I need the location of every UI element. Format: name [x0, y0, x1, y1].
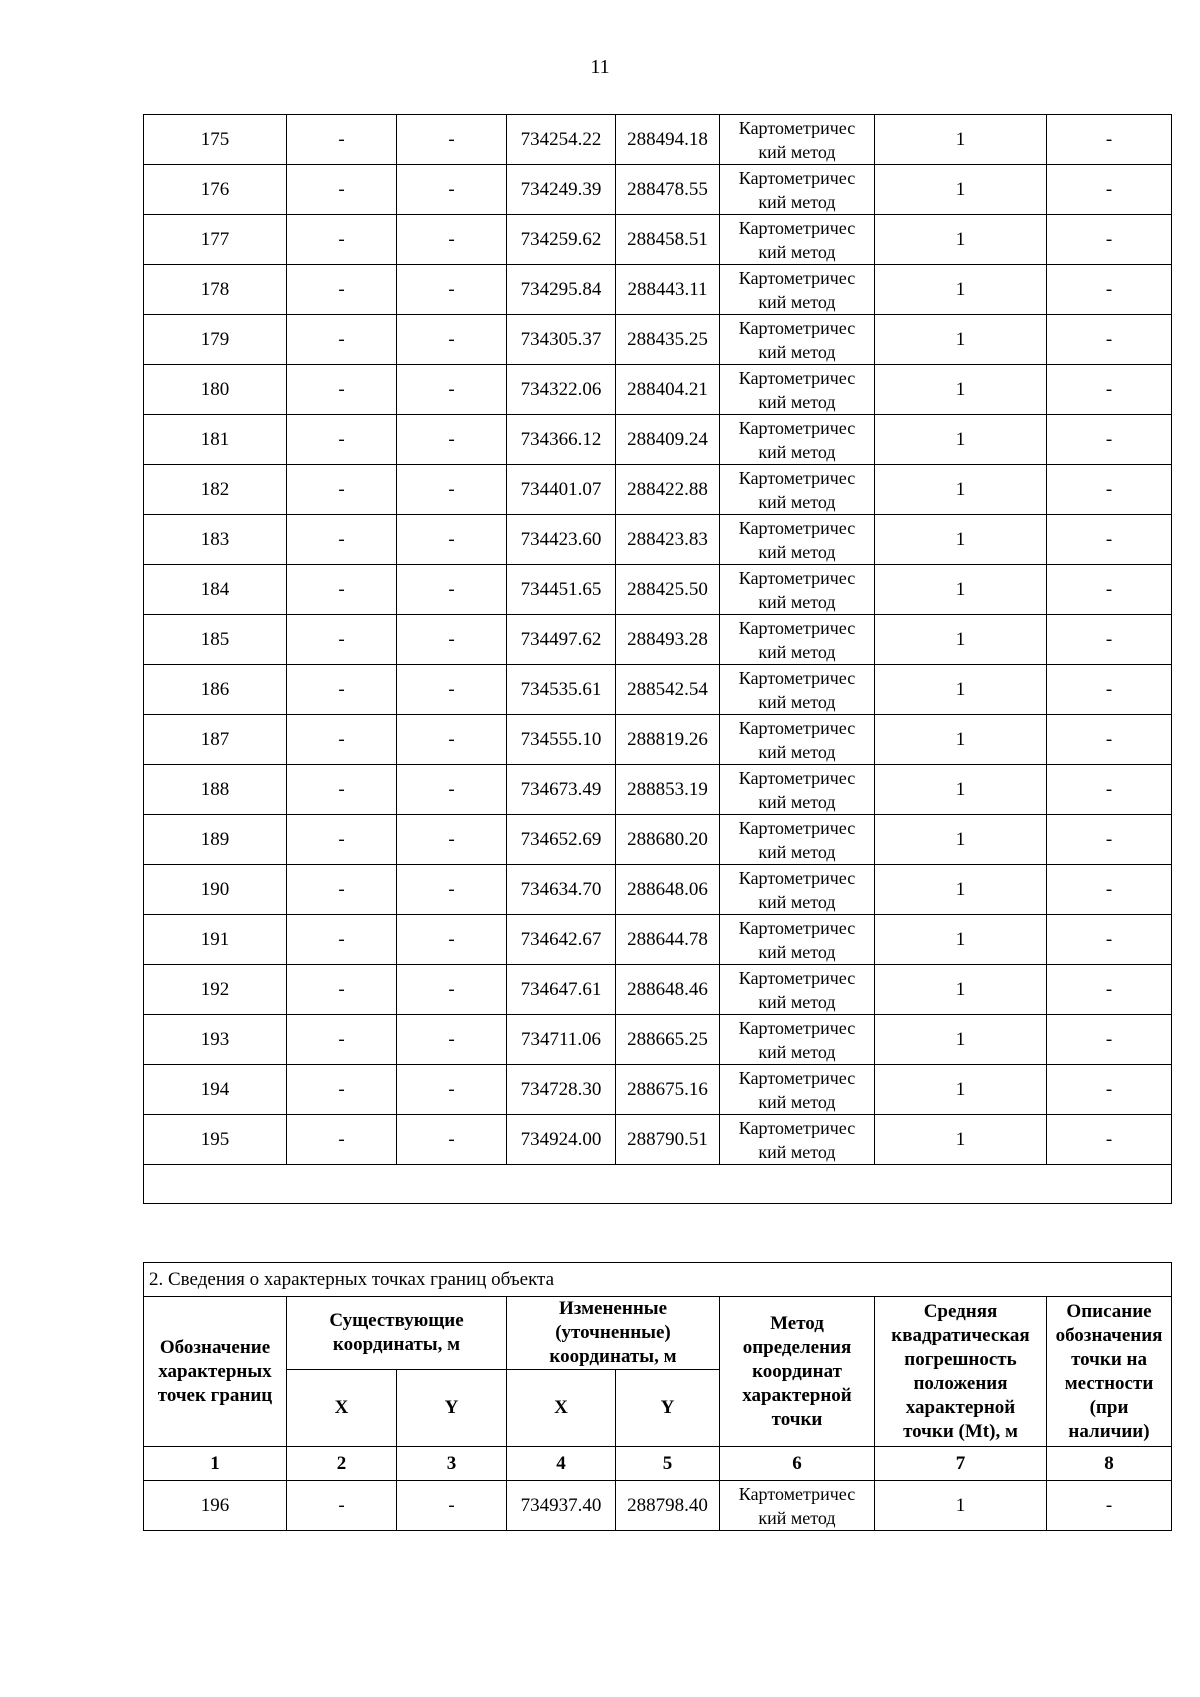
existing-y-cell: - — [397, 515, 507, 565]
mt-cell: 1 — [875, 265, 1047, 315]
description-cell: - — [1047, 515, 1172, 565]
method-line: Картометричес — [738, 267, 856, 288]
y-coordinate-cell: 288853.19 — [616, 765, 720, 815]
point-id-cell: 184 — [144, 565, 287, 615]
method-line: Картометричес — [738, 167, 856, 188]
table-row — [144, 165, 1172, 215]
header-method: Метод определения координат характерной точки — [720, 1297, 875, 1447]
point-id-cell: 191 — [144, 915, 287, 965]
description-cell: - — [1047, 565, 1172, 615]
method-cell — [720, 765, 875, 815]
existing-y-cell: - — [397, 115, 507, 165]
existing-y-cell: - — [397, 1115, 507, 1165]
point-id-cell: 187 — [144, 715, 287, 765]
table-row — [144, 715, 1172, 765]
table1-body — [144, 115, 1172, 1204]
table-row — [144, 665, 1172, 715]
method-cell — [720, 565, 875, 615]
x-coordinate-cell: 734634.70 — [507, 865, 616, 915]
table-row — [144, 765, 1172, 815]
y-coordinate-cell: 288422.88 — [616, 465, 720, 515]
method-cell — [720, 165, 875, 215]
method-line: кий метод — [758, 1091, 836, 1112]
method-line: кий метод — [758, 391, 836, 412]
point-id-cell: 178 — [144, 265, 287, 315]
method-line: Картометричес — [738, 1117, 856, 1138]
existing-x-cell: - — [287, 865, 397, 915]
method-line: Картометричес — [738, 317, 856, 338]
description-cell: - — [1047, 365, 1172, 415]
mt-cell: 1 — [875, 565, 1047, 615]
method-cell — [720, 215, 875, 265]
method-line: Картометричес — [738, 617, 856, 638]
point-id-cell: 190 — [144, 865, 287, 915]
existing-x-cell: - — [287, 315, 397, 365]
column-number: 5 — [616, 1447, 720, 1481]
table-row — [144, 865, 1172, 915]
table-row — [144, 315, 1172, 365]
method-line: кий метод — [758, 1041, 836, 1062]
method-cell — [720, 815, 875, 865]
column-number: 6 — [720, 1447, 875, 1481]
point-id-cell: 183 — [144, 515, 287, 565]
method-cell — [720, 265, 875, 315]
x-coordinate-cell: 734322.06 — [507, 365, 616, 415]
method-line: Картометричес — [738, 567, 856, 588]
table-row — [144, 965, 1172, 1015]
existing-y-cell: - — [397, 815, 507, 865]
existing-y-cell: - — [397, 1015, 507, 1065]
header-x-existing: X — [287, 1370, 397, 1447]
point-id-cell: 177 — [144, 215, 287, 265]
method-line: кий метод — [758, 491, 836, 512]
header-description: Описание обозначения точки на местности (при наличии) — [1047, 1297, 1172, 1447]
method-line: Картометричес — [738, 117, 856, 138]
y-coordinate-cell: 288493.28 — [616, 615, 720, 665]
existing-y-cell: - — [397, 715, 507, 765]
existing-y-cell: - — [397, 315, 507, 365]
table-row — [144, 915, 1172, 965]
header-error: Средняя квадратическая погрешность положения характерной точки (Mt), м — [875, 1297, 1047, 1447]
x-coordinate-cell: 734924.00 — [507, 1115, 616, 1165]
description-cell: - — [1047, 265, 1172, 315]
x-coordinate-cell: 734305.37 — [507, 315, 616, 365]
point-id-cell: 179 — [144, 315, 287, 365]
method-line: Картометричес — [738, 1483, 856, 1504]
description-cell: - — [1047, 165, 1172, 215]
point-id-cell: 185 — [144, 615, 287, 665]
y-coordinate-cell: 288819.26 — [616, 715, 720, 765]
existing-x-cell: - — [287, 415, 397, 465]
existing-y-cell: - — [397, 465, 507, 515]
x-coordinate-cell: 734647.61 — [507, 965, 616, 1015]
header-y-existing: Y — [397, 1370, 507, 1447]
description-cell: - — [1047, 1481, 1172, 1531]
method-line: Картометричес — [738, 667, 856, 688]
x-coordinate-cell: 734642.67 — [507, 915, 616, 965]
method-line: Картометричес — [738, 917, 856, 938]
method-line: Картометричес — [738, 867, 856, 888]
method-cell — [720, 1481, 875, 1531]
method-cell — [720, 865, 875, 915]
mt-cell: 1 — [875, 915, 1047, 965]
description-cell: - — [1047, 865, 1172, 915]
column-numbers-row — [144, 1447, 1172, 1481]
column-number: 3 — [397, 1447, 507, 1481]
mt-cell: 1 — [875, 1065, 1047, 1115]
method-line: Картометричес — [738, 367, 856, 388]
y-coordinate-cell: 288798.40 — [616, 1481, 720, 1531]
table-row — [144, 265, 1172, 315]
description-cell: - — [1047, 765, 1172, 815]
x-coordinate-cell: 734366.12 — [507, 415, 616, 465]
point-id-cell: 175 — [144, 115, 287, 165]
method-line: Картометричес — [738, 767, 856, 788]
table-row — [144, 1115, 1172, 1165]
existing-y-cell: - — [397, 215, 507, 265]
description-cell: - — [1047, 815, 1172, 865]
existing-x-cell: - — [287, 815, 397, 865]
method-cell — [720, 965, 875, 1015]
column-number: 4 — [507, 1447, 616, 1481]
existing-y-cell: - — [397, 615, 507, 665]
existing-x-cell: - — [287, 965, 397, 1015]
mt-cell: 1 — [875, 665, 1047, 715]
mt-cell: 1 — [875, 415, 1047, 465]
x-coordinate-cell: 734497.62 — [507, 615, 616, 665]
method-line: кий метод — [758, 691, 836, 712]
existing-x-cell: - — [287, 665, 397, 715]
x-coordinate-cell: 734249.39 — [507, 165, 616, 215]
y-coordinate-cell: 288494.18 — [616, 115, 720, 165]
description-cell: - — [1047, 465, 1172, 515]
existing-x-cell: - — [287, 1481, 397, 1531]
existing-x-cell: - — [287, 915, 397, 965]
description-cell: - — [1047, 115, 1172, 165]
column-number: 2 — [287, 1447, 397, 1481]
method-line: кий метод — [758, 141, 836, 162]
y-coordinate-cell: 288648.06 — [616, 865, 720, 915]
y-coordinate-cell: 288478.55 — [616, 165, 720, 215]
existing-y-cell: - — [397, 865, 507, 915]
y-coordinate-cell: 288675.16 — [616, 1065, 720, 1115]
description-cell: - — [1047, 315, 1172, 365]
y-coordinate-cell: 288435.25 — [616, 315, 720, 365]
point-id-cell: 196 — [144, 1481, 287, 1531]
description-cell: - — [1047, 1115, 1172, 1165]
point-id-cell: 180 — [144, 365, 287, 415]
table-row — [144, 1015, 1172, 1065]
table-row — [144, 565, 1172, 615]
method-cell — [720, 365, 875, 415]
method-line: кий метод — [758, 191, 836, 212]
mt-cell: 1 — [875, 615, 1047, 665]
existing-x-cell: - — [287, 1065, 397, 1115]
y-coordinate-cell: 288443.11 — [616, 265, 720, 315]
existing-y-cell: - — [397, 265, 507, 315]
method-line: Картометричес — [738, 717, 856, 738]
x-coordinate-cell: 734673.49 — [507, 765, 616, 815]
method-cell — [720, 915, 875, 965]
x-coordinate-cell: 734555.10 — [507, 715, 616, 765]
mt-cell: 1 — [875, 815, 1047, 865]
point-id-cell: 182 — [144, 465, 287, 515]
table-row — [144, 815, 1172, 865]
table-row — [144, 1481, 1172, 1531]
boundary-points-table — [143, 1262, 1172, 1531]
description-cell: - — [1047, 215, 1172, 265]
mt-cell: 1 — [875, 1115, 1047, 1165]
y-coordinate-cell: 288665.25 — [616, 1015, 720, 1065]
existing-x-cell: - — [287, 615, 397, 665]
method-line: Картометричес — [738, 417, 856, 438]
existing-x-cell: - — [287, 715, 397, 765]
method-line: Картометричес — [738, 1017, 856, 1038]
existing-x-cell: - — [287, 215, 397, 265]
existing-y-cell: - — [397, 415, 507, 465]
table-row — [144, 215, 1172, 265]
mt-cell: 1 — [875, 165, 1047, 215]
table-caption: 2. Сведения о характерных точках границ объекта — [144, 1263, 1172, 1297]
table-row — [144, 415, 1172, 465]
method-line: Картометричес — [738, 217, 856, 238]
description-cell: - — [1047, 665, 1172, 715]
existing-y-cell: - — [397, 765, 507, 815]
method-line: кий метод — [758, 241, 836, 262]
existing-y-cell: - — [397, 965, 507, 1015]
header-existing-coordinates: Существующие координаты, м — [287, 1297, 507, 1370]
method-cell — [720, 615, 875, 665]
mt-cell: 1 — [875, 215, 1047, 265]
mt-cell: 1 — [875, 965, 1047, 1015]
x-coordinate-cell: 734259.62 — [507, 215, 616, 265]
method-line: кий метод — [758, 991, 836, 1012]
method-cell — [720, 1065, 875, 1115]
column-number: 7 — [875, 1447, 1047, 1481]
x-coordinate-cell: 734937.40 — [507, 1481, 616, 1531]
point-id-cell: 192 — [144, 965, 287, 1015]
method-cell — [720, 715, 875, 765]
description-cell: - — [1047, 1015, 1172, 1065]
description-cell: - — [1047, 415, 1172, 465]
method-line: Картометричес — [738, 467, 856, 488]
page-number: 11 — [590, 56, 610, 78]
existing-x-cell: - — [287, 365, 397, 415]
method-line: кий метод — [758, 1507, 836, 1528]
existing-y-cell: - — [397, 1481, 507, 1531]
existing-y-cell: - — [397, 165, 507, 215]
table-row — [144, 1065, 1172, 1115]
existing-x-cell: - — [287, 265, 397, 315]
mt-cell: 1 — [875, 115, 1047, 165]
method-line: кий метод — [758, 641, 836, 662]
table-row — [144, 515, 1172, 565]
y-coordinate-cell: 288790.51 — [616, 1115, 720, 1165]
existing-x-cell: - — [287, 165, 397, 215]
method-cell — [720, 515, 875, 565]
boundary-points-table-continued — [143, 114, 1172, 1204]
method-line: Картометричес — [738, 817, 856, 838]
y-coordinate-cell: 288458.51 — [616, 215, 720, 265]
y-coordinate-cell: 288648.46 — [616, 965, 720, 1015]
x-coordinate-cell: 734401.07 — [507, 465, 616, 515]
y-coordinate-cell: 288404.21 — [616, 365, 720, 415]
table-row — [144, 615, 1172, 665]
x-coordinate-cell: 734295.84 — [507, 265, 616, 315]
method-line: кий метод — [758, 841, 836, 862]
point-id-cell: 186 — [144, 665, 287, 715]
x-coordinate-cell: 734451.65 — [507, 565, 616, 615]
mt-cell: 1 — [875, 465, 1047, 515]
empty-row — [144, 1165, 1172, 1204]
description-cell: - — [1047, 615, 1172, 665]
method-line: кий метод — [758, 441, 836, 462]
x-coordinate-cell: 734652.69 — [507, 815, 616, 865]
point-id-cell: 193 — [144, 1015, 287, 1065]
header-y-changed: Y — [616, 1370, 720, 1447]
description-cell: - — [1047, 1065, 1172, 1115]
method-line: Картометричес — [738, 517, 856, 538]
table-row — [144, 115, 1172, 165]
y-coordinate-cell: 288680.20 — [616, 815, 720, 865]
method-cell — [720, 415, 875, 465]
existing-x-cell: - — [287, 565, 397, 615]
method-line: кий метод — [758, 591, 836, 612]
existing-y-cell: - — [397, 665, 507, 715]
method-line: кий метод — [758, 1141, 836, 1162]
mt-cell: 1 — [875, 315, 1047, 365]
method-line: кий метод — [758, 291, 836, 312]
method-line: Картометричес — [738, 967, 856, 988]
x-coordinate-cell: 734423.60 — [507, 515, 616, 565]
mt-cell: 1 — [875, 865, 1047, 915]
x-coordinate-cell: 734254.22 — [507, 115, 616, 165]
method-line: кий метод — [758, 541, 836, 562]
y-coordinate-cell: 288425.50 — [616, 565, 720, 615]
mt-cell: 1 — [875, 1015, 1047, 1065]
existing-x-cell: - — [287, 515, 397, 565]
mt-cell: 1 — [875, 515, 1047, 565]
method-line: кий метод — [758, 341, 836, 362]
method-cell — [720, 1115, 875, 1165]
existing-y-cell: - — [397, 1065, 507, 1115]
x-coordinate-cell: 734728.30 — [507, 1065, 616, 1115]
method-cell — [720, 465, 875, 515]
mt-cell: 1 — [875, 1481, 1047, 1531]
header-changed-coordinates: Измененные (уточненные) координаты, м — [507, 1297, 720, 1370]
description-cell: - — [1047, 915, 1172, 965]
mt-cell: 1 — [875, 715, 1047, 765]
existing-x-cell: - — [287, 1015, 397, 1065]
existing-x-cell: - — [287, 115, 397, 165]
existing-y-cell: - — [397, 565, 507, 615]
method-cell — [720, 1015, 875, 1065]
method-line: Картометричес — [738, 1067, 856, 1088]
header-designation: Обозначение характерных точек границ — [144, 1297, 287, 1447]
x-coordinate-cell: 734711.06 — [507, 1015, 616, 1065]
method-cell — [720, 665, 875, 715]
mt-cell: 1 — [875, 365, 1047, 415]
point-id-cell: 188 — [144, 765, 287, 815]
empty-cell — [144, 1165, 1172, 1204]
existing-y-cell: - — [397, 915, 507, 965]
column-number: 8 — [1047, 1447, 1172, 1481]
y-coordinate-cell: 288423.83 — [616, 515, 720, 565]
point-id-cell: 194 — [144, 1065, 287, 1115]
column-number: 1 — [144, 1447, 287, 1481]
method-line: кий метод — [758, 941, 836, 962]
method-cell — [720, 115, 875, 165]
table-row — [144, 365, 1172, 415]
method-line: кий метод — [758, 791, 836, 812]
point-id-cell: 176 — [144, 165, 287, 215]
existing-x-cell: - — [287, 1115, 397, 1165]
existing-x-cell: - — [287, 465, 397, 515]
point-id-cell: 195 — [144, 1115, 287, 1165]
description-cell: - — [1047, 715, 1172, 765]
x-coordinate-cell: 734535.61 — [507, 665, 616, 715]
existing-y-cell: - — [397, 365, 507, 415]
y-coordinate-cell: 288409.24 — [616, 415, 720, 465]
existing-x-cell: - — [287, 765, 397, 815]
point-id-cell: 181 — [144, 415, 287, 465]
method-cell — [720, 315, 875, 365]
table-row — [144, 465, 1172, 515]
y-coordinate-cell: 288542.54 — [616, 665, 720, 715]
mt-cell: 1 — [875, 765, 1047, 815]
description-cell: - — [1047, 965, 1172, 1015]
header-x-changed: X — [507, 1370, 616, 1447]
y-coordinate-cell: 288644.78 — [616, 915, 720, 965]
table2-body — [144, 1481, 1172, 1531]
method-line: кий метод — [758, 891, 836, 912]
method-line: кий метод — [758, 741, 836, 762]
point-id-cell: 189 — [144, 815, 287, 865]
